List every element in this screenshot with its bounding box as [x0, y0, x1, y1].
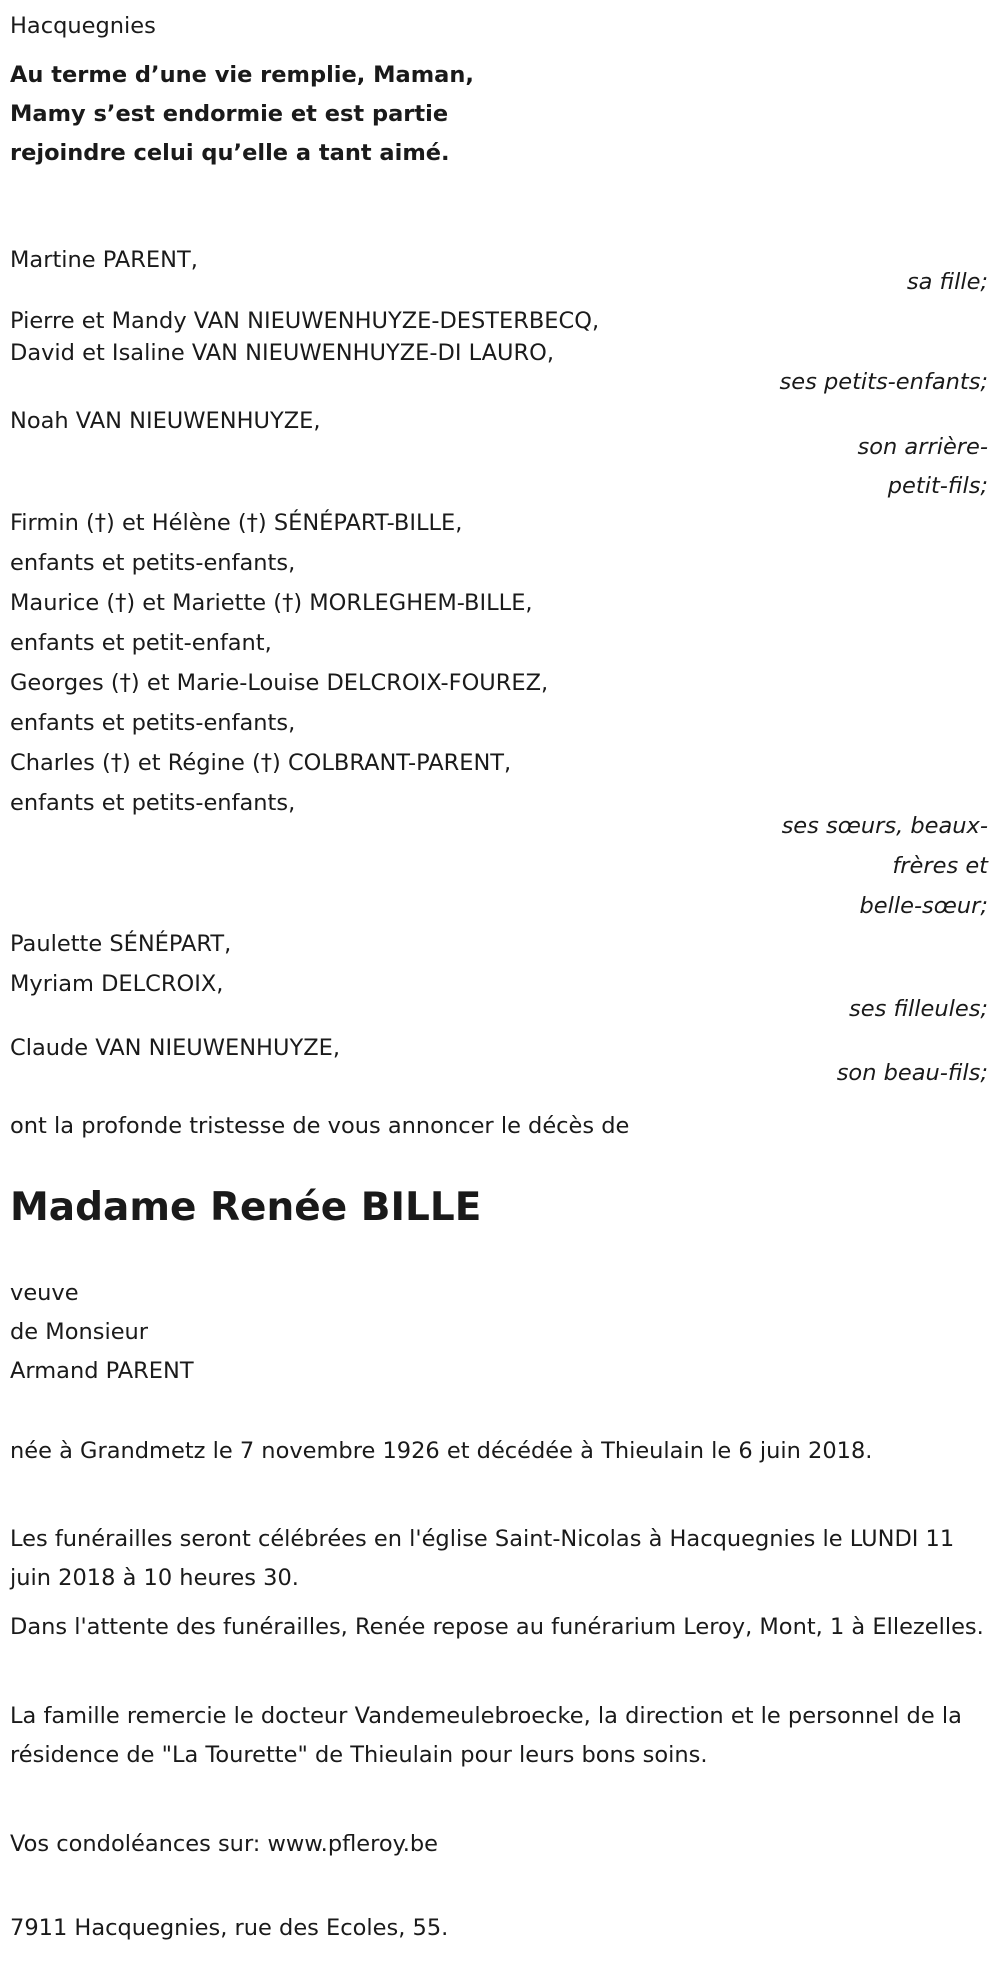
intro-line: rejoindre celui qu’elle a tant aimé. — [10, 140, 450, 166]
deceased-name: Madame Renée BILLE — [10, 1185, 482, 1230]
spouse-line: de Monsieur — [10, 1319, 149, 1345]
relation-label: ses filleules; — [849, 996, 988, 1022]
relation-label: belle-sœur; — [859, 893, 988, 919]
family-name: Martine PARENT, — [10, 247, 198, 273]
family-name: Charles (†) et Régine (†) COLBRANT-PARENT, — [10, 750, 512, 776]
relation-label: frères et — [892, 853, 988, 879]
relation-label: sa fille; — [906, 269, 988, 295]
announcement-text: ont la profonde tristesse de vous annoncer le décès de — [10, 1113, 630, 1139]
intro-line: Au terme d’une vie remplie, Maman, — [10, 62, 474, 88]
family-name: Maurice (†) et Mariette (†) MORLEGHEM-BILLE, — [10, 590, 533, 616]
family-name: Claude VAN NIEUWENHUYZE, — [10, 1035, 340, 1061]
family-name: enfants et petits-enfants, — [10, 790, 296, 816]
family-name: Firmin (†) et Hélène (†) SÉNÉPART-BILLE, — [10, 510, 463, 536]
condolences-paragraph: Vos condoléances sur: www.pfleroy.be — [10, 1831, 439, 1857]
family-name: David et Isaline VAN NIEUWENHUYZE-DI LAURO, — [10, 340, 555, 366]
family-name: Pierre et Mandy VAN NIEUWENHUYZE-DESTERBECQ, — [10, 308, 600, 334]
relation-label: ses sœurs, beaux- — [781, 813, 988, 839]
relation-label: petit-fils; — [887, 473, 988, 499]
birth-death-paragraph: née à Grandmetz le 7 novembre 1926 et décédée à Thieulain le 6 juin 2018. — [10, 1438, 873, 1464]
family-name: enfants et petits-enfants, — [10, 710, 296, 736]
intro-line: Mamy s’est endormie et est partie — [10, 101, 449, 127]
relation-label: ses petits-enfants; — [779, 369, 988, 395]
family-name: Georges (†) et Marie-Louise DELCROIX-FOUREZ, — [10, 670, 549, 696]
family-name: enfants et petits-enfants, — [10, 550, 296, 576]
family-name: Paulette SÉNÉPART, — [10, 931, 232, 957]
spouse-line: Armand PARENT — [10, 1358, 194, 1384]
family-name: enfants et petit-enfant, — [10, 630, 272, 656]
spouse-line: veuve — [10, 1280, 79, 1306]
repose-paragraph: Dans l'attente des funérailles, Renée repose au funérarium Leroy, Mont, 1 à Ellezelles. — [10, 1614, 984, 1640]
funeral-paragraph: Les funérailles seront célébrées en l'église Saint-Nicolas à Hacquegnies le LUNDI 11 juin 2018 à 10 heures 30. — [10, 1526, 955, 1591]
address: 7911 Hacquegnies, rue des Ecoles, 55. — [10, 1915, 449, 1941]
location-heading: Hacquegnies — [10, 13, 156, 39]
relation-label: son arrière- — [857, 434, 988, 460]
family-name: Myriam DELCROIX, — [10, 971, 224, 997]
family-name: Noah VAN NIEUWENHUYZE, — [10, 408, 321, 434]
thanks-paragraph: La famille remercie le docteur Vandemeulebroecke, la direction et le personnel de la résidence de "La Tourette" de Thieulain pour leurs bons soins. — [10, 1703, 962, 1768]
relation-label: son beau-fils; — [836, 1060, 988, 1086]
